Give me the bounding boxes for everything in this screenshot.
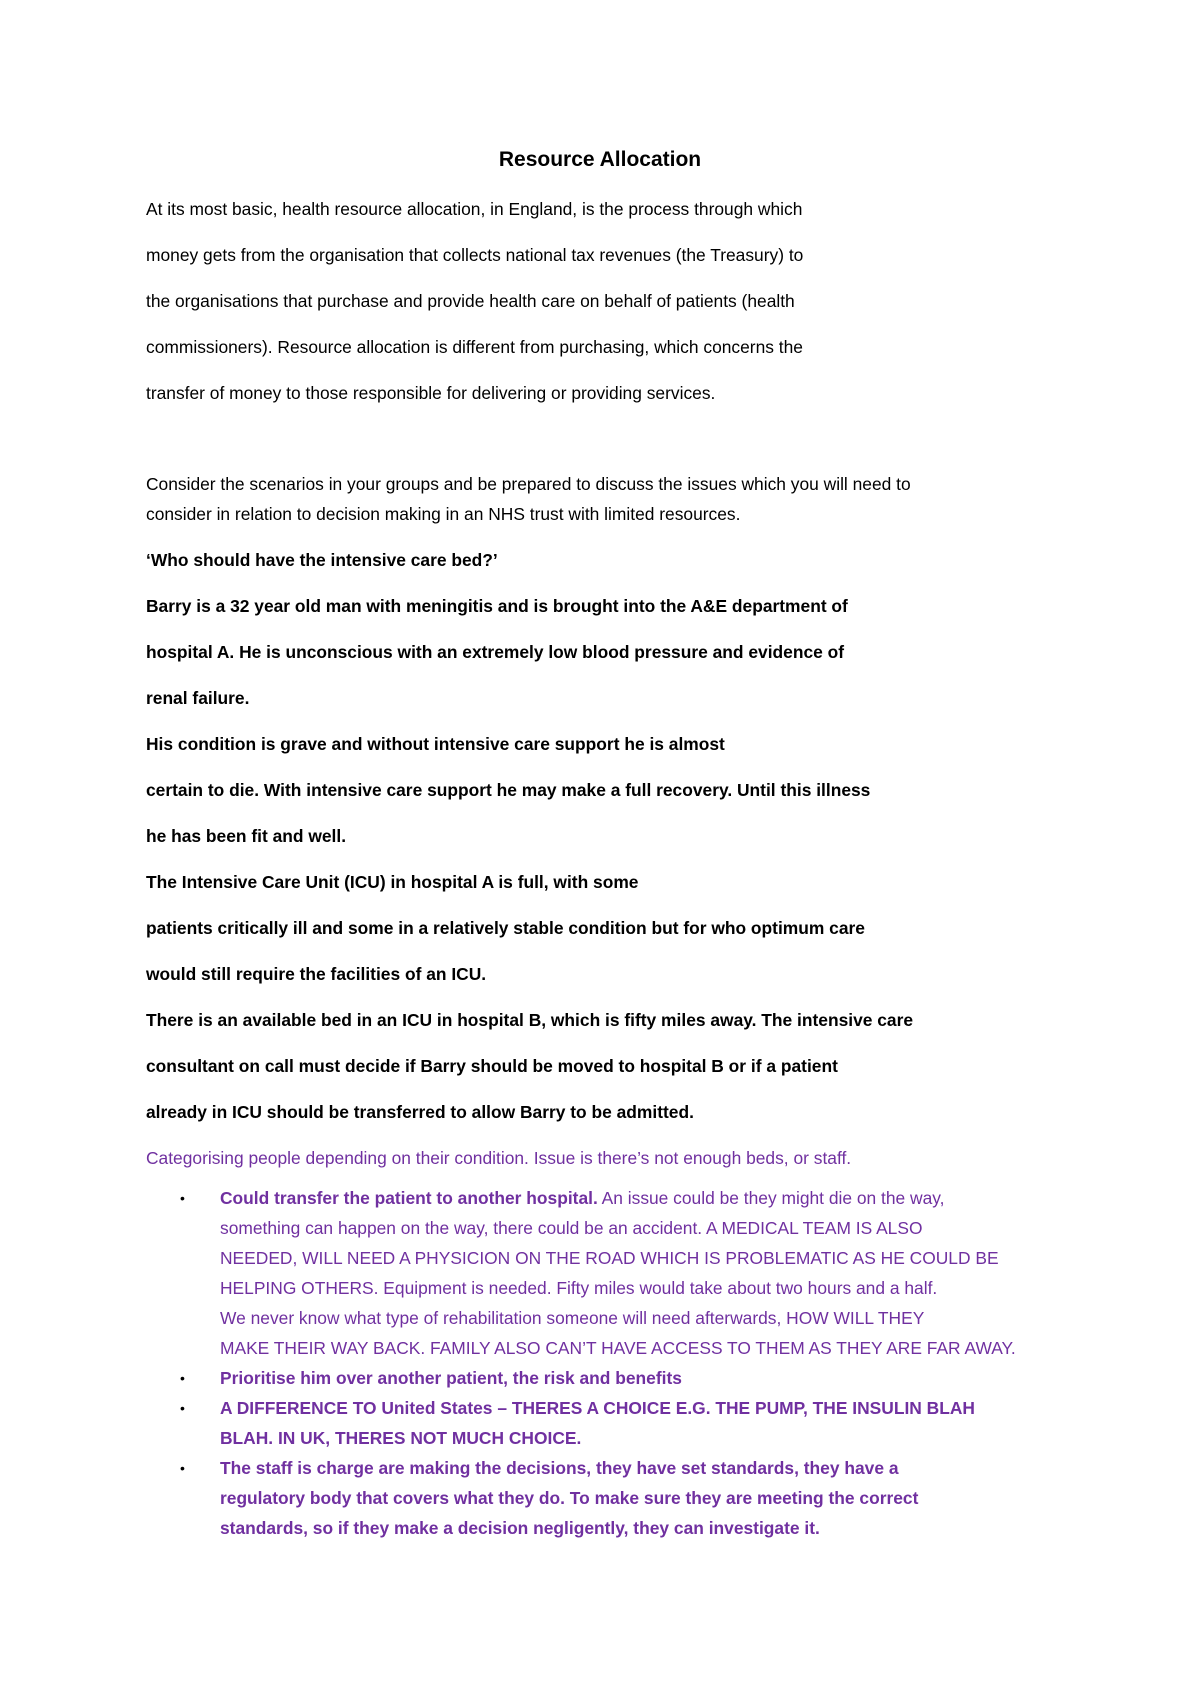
scenario-line: The Intensive Care Unit (ICU) in hospital A is full, with some xyxy=(146,872,639,892)
intro-line: money gets from the organisation that collects national tax revenues (the Treasury) to xyxy=(146,245,804,265)
scenario-line: renal failure. xyxy=(146,688,250,708)
scenario-line: would still require the facilities of an ICU. xyxy=(146,964,487,984)
intro-line: commissioners). Resource allocation is different from purchasing, which concerns the xyxy=(146,337,803,357)
scenario-line: hospital A. He is unconscious with an extremely low blood pressure and evidence of xyxy=(146,642,845,662)
bullet-1-line: something can happen on the way, there could be an accident. A MEDICAL TEAM IS ALSO xyxy=(220,1218,923,1238)
document-title: Resource Allocation xyxy=(498,148,702,171)
intro-line: At its most basic, health resource allocation, in England, is the process through which xyxy=(146,199,803,219)
scenario-line: There is an available bed in an ICU in hospital B, which is fifty miles away. The intensive care xyxy=(146,1010,914,1030)
bullet-1-line: MAKE THEIR WAY BACK. FAMILY ALSO CAN’T HAVE ACCESS TO THEM AS THEY ARE FAR AWAY. xyxy=(220,1338,1016,1358)
bullet-1-line: HELPING OTHERS. Equipment is needed. Fifty miles would take about two hours and a half. xyxy=(220,1278,938,1298)
bullet-marker: • xyxy=(180,1370,185,1386)
scenario-line: certain to die. With intensive care support he may make a full recovery. Until this illness xyxy=(146,780,871,800)
scenario-line: already in ICU should be transferred to allow Barry to be admitted. xyxy=(146,1102,694,1122)
bullet-2-line: Prioritise him over another patient, the risk and benefits xyxy=(220,1368,682,1388)
bullet-1-lead: Could transfer the patient to another hospital. xyxy=(220,1188,598,1208)
bullet-marker: • xyxy=(180,1400,185,1416)
consider-line: Consider the scenarios in your groups and be prepared to discuss the issues which you will need to xyxy=(146,474,911,494)
intro-line: transfer of money to those responsible for delivering or providing services. xyxy=(146,383,716,403)
scenario-line: consultant on call must decide if Barry should be moved to hospital B or if a patient xyxy=(146,1056,838,1076)
bullet-1-rest: An issue could be they might die on the way, xyxy=(597,1188,945,1208)
intro-line: the organisations that purchase and provide health care on behalf of patients (health xyxy=(146,291,795,311)
scenario-question: ‘Who should have the intensive care bed?’ xyxy=(146,550,498,570)
bullet-3-line: BLAH. IN UK, THERES NOT MUCH CHOICE. xyxy=(220,1428,582,1448)
scenario-line: Barry is a 32 year old man with meningitis and is brought into the A&E department of xyxy=(146,596,848,616)
bullet-1-line: We never know what type of rehabilitation someone will need afterwards, HOW WILL THEY xyxy=(220,1308,925,1328)
scenario-line: patients critically ill and some in a relatively stable condition but for who optimum care xyxy=(146,918,865,938)
scenario-line: His condition is grave and without intensive care support he is almost xyxy=(146,734,725,754)
bullet-marker: • xyxy=(180,1190,185,1206)
notes-heading: Categorising people depending on their condition. Issue is there’s not enough beds, or staff. xyxy=(146,1148,852,1168)
bullet-3-line: A DIFFERENCE TO United States – THERES A CHOICE E.G. THE PUMP, THE INSULIN BLAH xyxy=(220,1398,975,1418)
bullet-1-first-line xyxy=(220,1185,945,1211)
bullet-4-line: The staff is charge are making the decisions, they have set standards, they have a xyxy=(220,1458,899,1478)
consider-line: consider in relation to decision making in an NHS trust with limited resources. xyxy=(146,504,741,524)
bullet-1-line: NEEDED, WILL NEED A PHYSICION ON THE ROAD WHICH IS PROBLEMATIC AS HE COULD BE xyxy=(220,1248,999,1268)
bullet-4-line: regulatory body that covers what they do. To make sure they are meeting the correct xyxy=(220,1488,919,1508)
bullet-4-line: standards, so if they make a decision negligently, they can investigate it. xyxy=(220,1518,820,1538)
bullet-marker: • xyxy=(180,1460,185,1476)
scenario-line: he has been fit and well. xyxy=(146,826,347,846)
